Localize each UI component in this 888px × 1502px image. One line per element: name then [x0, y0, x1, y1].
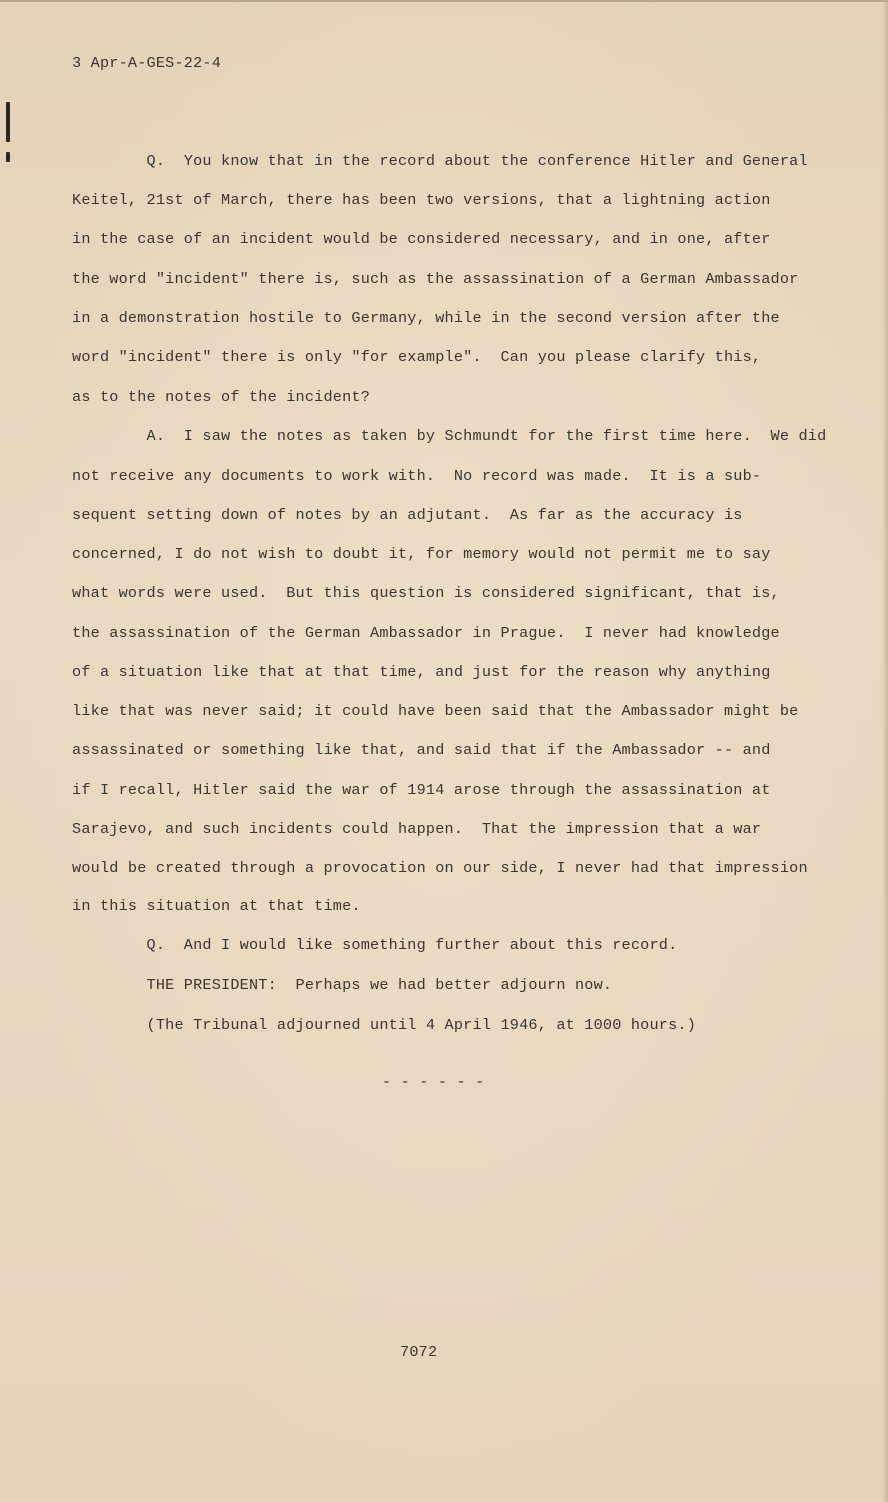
text-line: word "incident" there is only "for example". Can you please clarify this, [72, 348, 762, 366]
text-line: in a demonstration hostile to Germany, while in the second version after the [72, 309, 780, 327]
text-line: Q. You know that in the record about the conference Hitler and General [72, 152, 808, 170]
text-line: Q. And I would like something further about this record. [72, 936, 678, 954]
text-line: the assassination of the German Ambassador in Prague. I never had knowledge [72, 624, 780, 642]
document-id: 3 Apr-A-GES-22-4 [72, 54, 222, 72]
text-line: would be created through a provocation on our side, I never had that impression [72, 859, 808, 877]
page-number: 7072 [400, 1343, 438, 1361]
binding-mark-top [6, 102, 10, 142]
text-line: concerned, I do not wish to doubt it, for memory would not permit me to say [72, 545, 771, 563]
text-line: if I recall, Hitler said the war of 1914 arose through the assassination at [72, 781, 771, 799]
text-line: (The Tribunal adjourned until 4 April 1946, at 1000 hours.) [72, 1016, 697, 1034]
text-line: the word "incident" there is, such as the assassination of a German Ambassador [72, 270, 799, 288]
text-line: A. I saw the notes as taken by Schmundt for the first time here. We did [72, 427, 827, 445]
text-line: Sarajevo, and such incidents could happen. That the impression that a war [72, 820, 762, 838]
text-line: not receive any documents to work with. No record was made. It is a sub- [72, 467, 762, 485]
binding-mark-bottom [6, 152, 10, 162]
text-line: THE PRESIDENT: Perhaps we had better adjourn now. [72, 976, 613, 994]
text-line: in the case of an incident would be considered necessary, and in one, after [72, 230, 771, 248]
end-of-session-mark: - - - - - - [382, 1073, 485, 1091]
text-line: Keitel, 21st of March, there has been two versions, that a lightning action [72, 191, 771, 209]
text-line: sequent setting down of notes by an adjutant. As far as the accuracy is [72, 506, 743, 524]
text-line: like that was never said; it could have been said that the Ambassador might be [72, 702, 799, 720]
text-line: in this situation at that time. [72, 897, 361, 915]
text-line: as to the notes of the incident? [72, 388, 371, 406]
text-line: of a situation like that at that time, and just for the reason why anything [72, 663, 771, 681]
page-edge-shadow [882, 2, 888, 1502]
text-line: what words were used. But this question is considered significant, that is, [72, 584, 780, 602]
text-line: assassinated or something like that, and said that if the Ambassador -- and [72, 741, 771, 759]
